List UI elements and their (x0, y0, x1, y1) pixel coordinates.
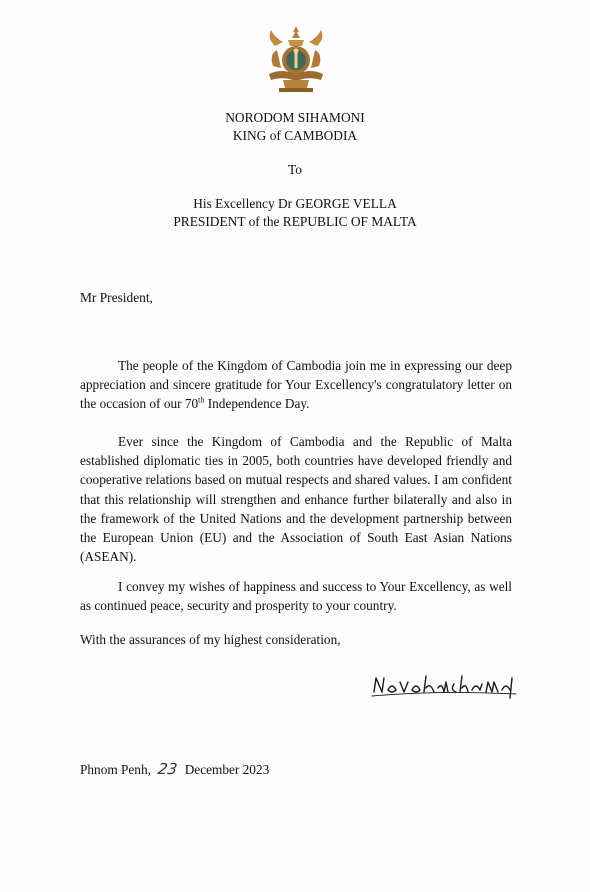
addressee-name: His Excellency Dr GEORGE VELLA (193, 196, 397, 211)
closing-line: With the assurances of my highest consideration, (80, 632, 341, 647)
paragraph-1-text: The people of the Kingdom of Cambodia join me in expressing our deep appreciation and sincere gratitude for Your Excellency's congratulatory letter on the occasion of our 70 (80, 358, 512, 412)
paragraph-1 (80, 356, 512, 414)
place: Phnom Penh, (80, 762, 151, 777)
paragraph-3: I convey my wishes of happiness and success to Your Excellency, as well as continued peace, security and prosperity to your country. (80, 579, 512, 614)
to-label: To (288, 162, 302, 177)
addressee-title: PRESIDENT of the REPUBLIC OF MALTA (173, 214, 417, 229)
salutation: Mr President, (80, 290, 153, 305)
handwritten-day: 23 (157, 760, 179, 778)
royal-crest-icon (261, 24, 331, 94)
place-and-date (80, 760, 269, 778)
handwritten-signature (370, 668, 520, 702)
sender-name: NORODOM SIHAMONI (225, 110, 365, 125)
paragraph-2: Ever since the Kingdom of Cambodia and the Republic of Malta established diplomatic ties in 2005, both countries have developed friendly and cooperative relations based on mutual respects and shared values. I am confident that this relationship will strengthen and enhance further bilaterally and also in the framework of the United Nations and the development partnership between the European Union (EU) and the Association of South East Asian Nations (ASEAN). (80, 434, 512, 565)
month-year: December 2023 (184, 762, 270, 777)
sender-title: KING of CAMBODIA (232, 128, 358, 143)
ordinal-suffix: th (198, 395, 205, 405)
paragraph-1-end: Independence Day. (204, 396, 310, 412)
